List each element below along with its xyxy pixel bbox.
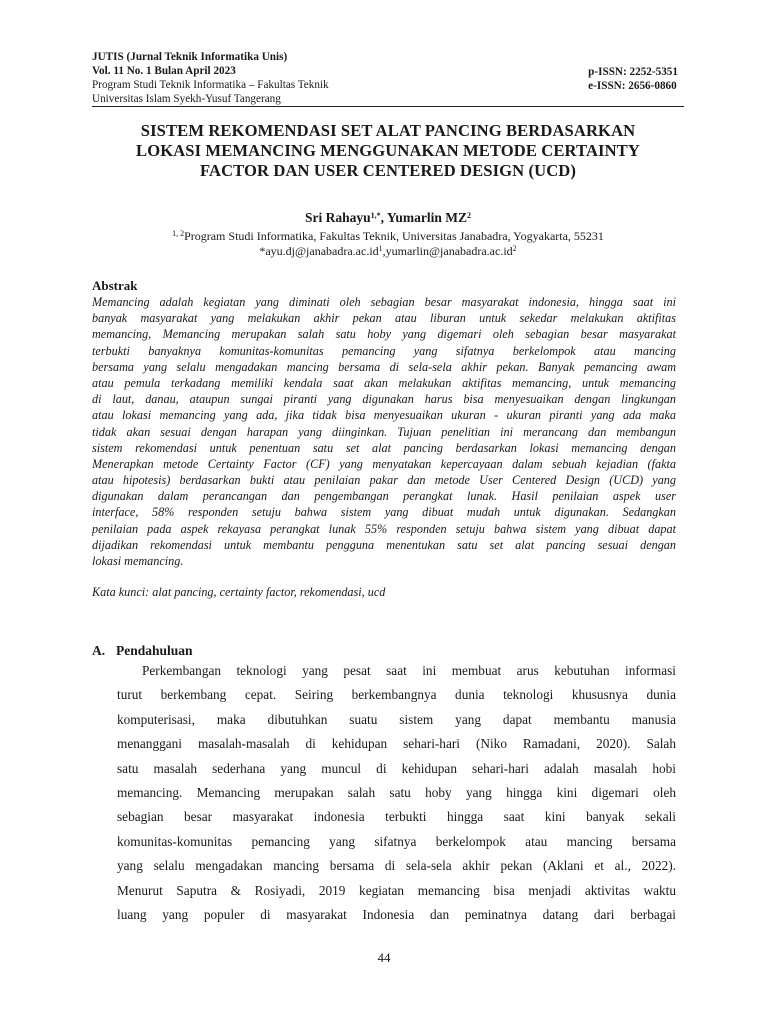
- issn-info: [588, 65, 678, 93]
- section-heading: [92, 643, 193, 659]
- journal-volume: Vol. 11 No. 1 Bulan April 2023: [92, 65, 236, 77]
- abstract-line: tidak akan sesuai dengan harapan yang diinginkan. Tujuan penelitian ini merancang dan membangun: [92, 424, 676, 439]
- emails: [92, 244, 684, 259]
- body-line: Menurut Saputra & Rosiyadi, 2019 kegiatan memancing bisa menjadi aktivitas waktu: [117, 882, 676, 898]
- email-sup: 1: [378, 244, 383, 253]
- body-line: Perkembangan teknologi yang pesat saat ini membuat arus kebutuhan informasi: [142, 663, 676, 678]
- keywords: [92, 585, 385, 600]
- body-line: sebagian besar masyarakat indonesia terbukti hingga saat kini banyak sekali: [117, 809, 676, 825]
- abstract-line: interface, 58% responden setuju bahwa sistem yang dibuat mudah untuk digunakan. Sedangkan: [92, 505, 676, 520]
- journal-name: JUTIS (Jurnal Teknik Informatika Unis): [92, 51, 288, 63]
- p-issn: p-ISSN: 2252-5351: [588, 66, 678, 78]
- abstract-line: banyak masyarakat yang melakukan akhir pekan atau liburan untuk sekedar melakukan aktifitas: [92, 311, 676, 326]
- affiliation: [92, 229, 684, 244]
- author-name: Sri Rahayu: [304, 210, 371, 225]
- abstract-line: memancing, Memancing merupakan salah satu hoby yang digemari oleh sebagian besar masyarakat: [92, 327, 676, 342]
- author-separator: ,: [380, 210, 387, 225]
- affiliation-block: [92, 229, 684, 259]
- email-link[interactable]: *ayu.dj@janabadra.ac.id: [259, 244, 379, 258]
- section-number: A.: [92, 643, 106, 658]
- abstract-line: Memancing adalah kegiatan yang diminati oleh sebagian besar masyarakat indonesia, hingga saat ini: [92, 295, 676, 309]
- author-sup: 1,*: [370, 211, 381, 220]
- author-name: Yumarlin MZ: [386, 210, 468, 225]
- abstract-line: atau hipotesis) berdasarkan bukti atau penilaian pakar dan metode User Centered Design (UCD) yang: [92, 473, 676, 488]
- body-line: luang yang populer di masyarakat Indonesia dan peminatnya datang dari berbagai: [117, 906, 676, 922]
- body-line: komputerisasi, maka dibutuhkan suatu sistem yang dapat membantu manusia: [117, 711, 676, 727]
- paper-title: [92, 121, 684, 181]
- email-sup: 2: [512, 244, 517, 253]
- journal-header: [92, 50, 682, 106]
- body-line: komunitas-komunitas pemancing yang sifatnya berkelompok atau mancing bersama: [117, 833, 676, 849]
- keywords-value: alat pancing, certainty factor, rekomendasi, ucd: [149, 585, 386, 599]
- header-divider: [92, 106, 684, 107]
- section-title: Pendahuluan: [116, 643, 193, 658]
- e-issn: e-ISSN: 2656-0860: [588, 80, 677, 92]
- section-body: [117, 659, 676, 927]
- author-sup: 2: [467, 211, 472, 220]
- abstract-line: penilaian pada aspek rekayasa perangkat lunak 55% responden setuju bahwa sistem yang dibuat dapat: [92, 521, 676, 536]
- page-number: 44: [377, 950, 391, 965]
- abstract-line: terbukti banyaknya komunitas-komunitas pemancing yang sifatnya berkelompok atau mancing: [92, 343, 676, 358]
- affiliation-sup: 1, 2: [172, 229, 185, 238]
- author-list: [92, 210, 684, 226]
- abstract-line: atau lokasi memancing yang ada, jika tidak bisa menyesuaikan ukuran - ukuran piranti yang ada maka: [92, 408, 676, 423]
- title-line: LOKASI MEMANCING MENGGUNAKAN METODE CERTAINTY: [136, 141, 640, 160]
- body-line: turut berkembang cepat. Seiring berkembangnya dunia teknologi khususnya dunia: [117, 687, 676, 703]
- keywords-label: Kata kunci:: [92, 585, 150, 599]
- abstract-line: digunakan dalam perancangan dan pengembangan perangkat lunak. Hasil penilaian aspek user: [92, 489, 676, 504]
- affiliation-text: Program Studi Informatika, Fakultas Teknik, Universitas Janabadra, Yogyakarta, 55231: [184, 229, 604, 243]
- body-line: menanggani masalah-masalah di kehidupan sehari-hari (Niko Ramadani, 2020). Salah: [117, 736, 676, 752]
- abstract-line: Menerapkan metode Certainty Factor (CF) yang menyatakan kepercayaan dalam sebuah kejadian (fakta: [92, 456, 676, 471]
- abstract-line: dijadikan rekomendasi untuk membantu pengguna menentukan satu set alat pancing sesuai dengan: [92, 537, 676, 552]
- abstract-line: bersama yang selalu mengadakan mancing bersama di sela-sela akhir pekan. Banyak pemancing awam: [92, 359, 676, 374]
- title-line: FACTOR DAN USER CENTERED DESIGN (UCD): [199, 161, 577, 180]
- journal-university: Universitas Islam Syekh-Yusuf Tangerang: [92, 93, 281, 105]
- abstract-line: di laut, danau, ataupun sungai piranti yang digunakan harus bisa menyesuaikan dengan lingkungan: [92, 392, 676, 407]
- body-line: memancing. Memancing merupakan salah satu hoby yang hingga kini digemari oleh: [117, 784, 676, 800]
- title-line: SISTEM REKOMENDASI SET ALAT PANCING BERDASARKAN: [140, 121, 636, 140]
- body-line: satu masalah sederhana yang muncul di kehidupan sehari-hari adalah masalah hobi: [117, 760, 676, 776]
- abstract-line: sistem rekomendasi untuk penentuan satu set alat pancing berdasarkan lokasi memancing dengan: [92, 440, 676, 455]
- body-line: yang selalu mengadakan mancing bersama di sela-sela akhir pekan (Aklani et al., 2022).: [117, 858, 676, 874]
- abstract-line: atau pemula terkadang memiliki kendala saat akan melakukan aktifitas memancing, untuk memancing: [92, 375, 676, 390]
- abstract-heading: Abstrak: [92, 278, 138, 293]
- journal-program: Program Studi Teknik Informatika – Fakultas Teknik: [92, 79, 329, 91]
- abstract-body: [92, 294, 676, 569]
- email-link[interactable]: ,yumarlin@janabadra.ac.id: [382, 244, 513, 258]
- abstract-line: lokasi memancing.: [92, 554, 184, 568]
